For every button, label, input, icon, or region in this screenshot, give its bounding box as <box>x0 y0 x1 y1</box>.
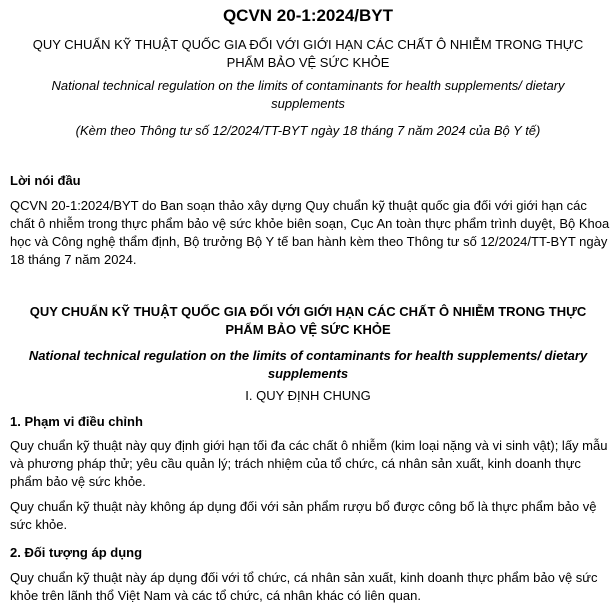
document-code: QCVN 20-1:2024/BYT <box>222 6 394 25</box>
scope-paragraph-1: Quy chuẩn kỹ thuật này quy định giới hạn tối đa các chất ô nhiễm (kim loại nặng và vi sinh vật); lấy mẫu và phương pháp thử; yêu cầu quản lý; trách nhiệm của tổ chức, cá nhân sản xuất, kinh doanh thực phẩm bảo vệ sức khỏe. <box>10 438 608 489</box>
document-title-vi: QUY CHUẨN KỸ THUẬT QUỐC GIA ĐỐI VỚI GIỚI HẠN CÁC CHẤT Ô NHIỄM TRONG THỰC PHẨM BẢO VỆ SỨC KHỎE <box>32 37 584 70</box>
scope-paragraph-2: Quy chuẩn kỹ thuật này không áp dụng đối với sản phẩm rượu bổ được công bố là thực phẩm bảo vệ sức khỏe. <box>10 499 597 532</box>
foreword-heading: Lời nói đầu <box>10 173 81 188</box>
scope-heading: 1. Phạm vi điều chỉnh <box>10 414 143 429</box>
section-title: I. QUY ĐỊNH CHUNG <box>245 388 371 403</box>
document-reference: (Kèm theo Thông tư số 12/2024/TT-BYT ngày 18 tháng 7 năm 2024 của Bộ Y tế) <box>75 123 541 138</box>
regulation-title-en: National technical regulation on the limits of contaminants for health supplements/ dietary supplements <box>28 348 588 381</box>
regulation-title-vi: QUY CHUẨN KỸ THUẬT QUỐC GIA ĐỐI VỚI GIỚI HẠN CÁC CHẤT Ô NHIỄM TRONG THỰC PHẨM BẢO VỆ SỨC KHỎE <box>29 304 587 337</box>
document-title-en: National technical regulation on the limits of contaminants for health supplements/ dietary supplements <box>51 78 565 111</box>
subjects-heading: 2. Đối tượng áp dụng <box>10 545 143 560</box>
foreword-text: QCVN 20-1:2024/BYT do Ban soạn thảo xây dựng Quy chuẩn kỹ thuật quốc gia đối với giới hạn các chất ô nhiễm trong thực phẩm bảo vệ sức khỏe biên soạn, Cục An toàn thực phẩm trình duyệt, Bộ Khoa học và Công nghệ thẩm định, Bộ trưởng Bộ Y tế ban hành kèm theo Thông tư số 12/2024/TT-BYT ngày 18 tháng 7 năm 2024. <box>10 198 610 267</box>
subjects-paragraph-1: Quy chuẩn kỹ thuật này áp dụng đối với tổ chức, cá nhân sản xuất, kinh doanh thực phẩm bảo vệ sức khỏe trên lãnh thổ Việt Nam và các tổ chức, cá nhân khác có liên quan. <box>10 570 598 603</box>
